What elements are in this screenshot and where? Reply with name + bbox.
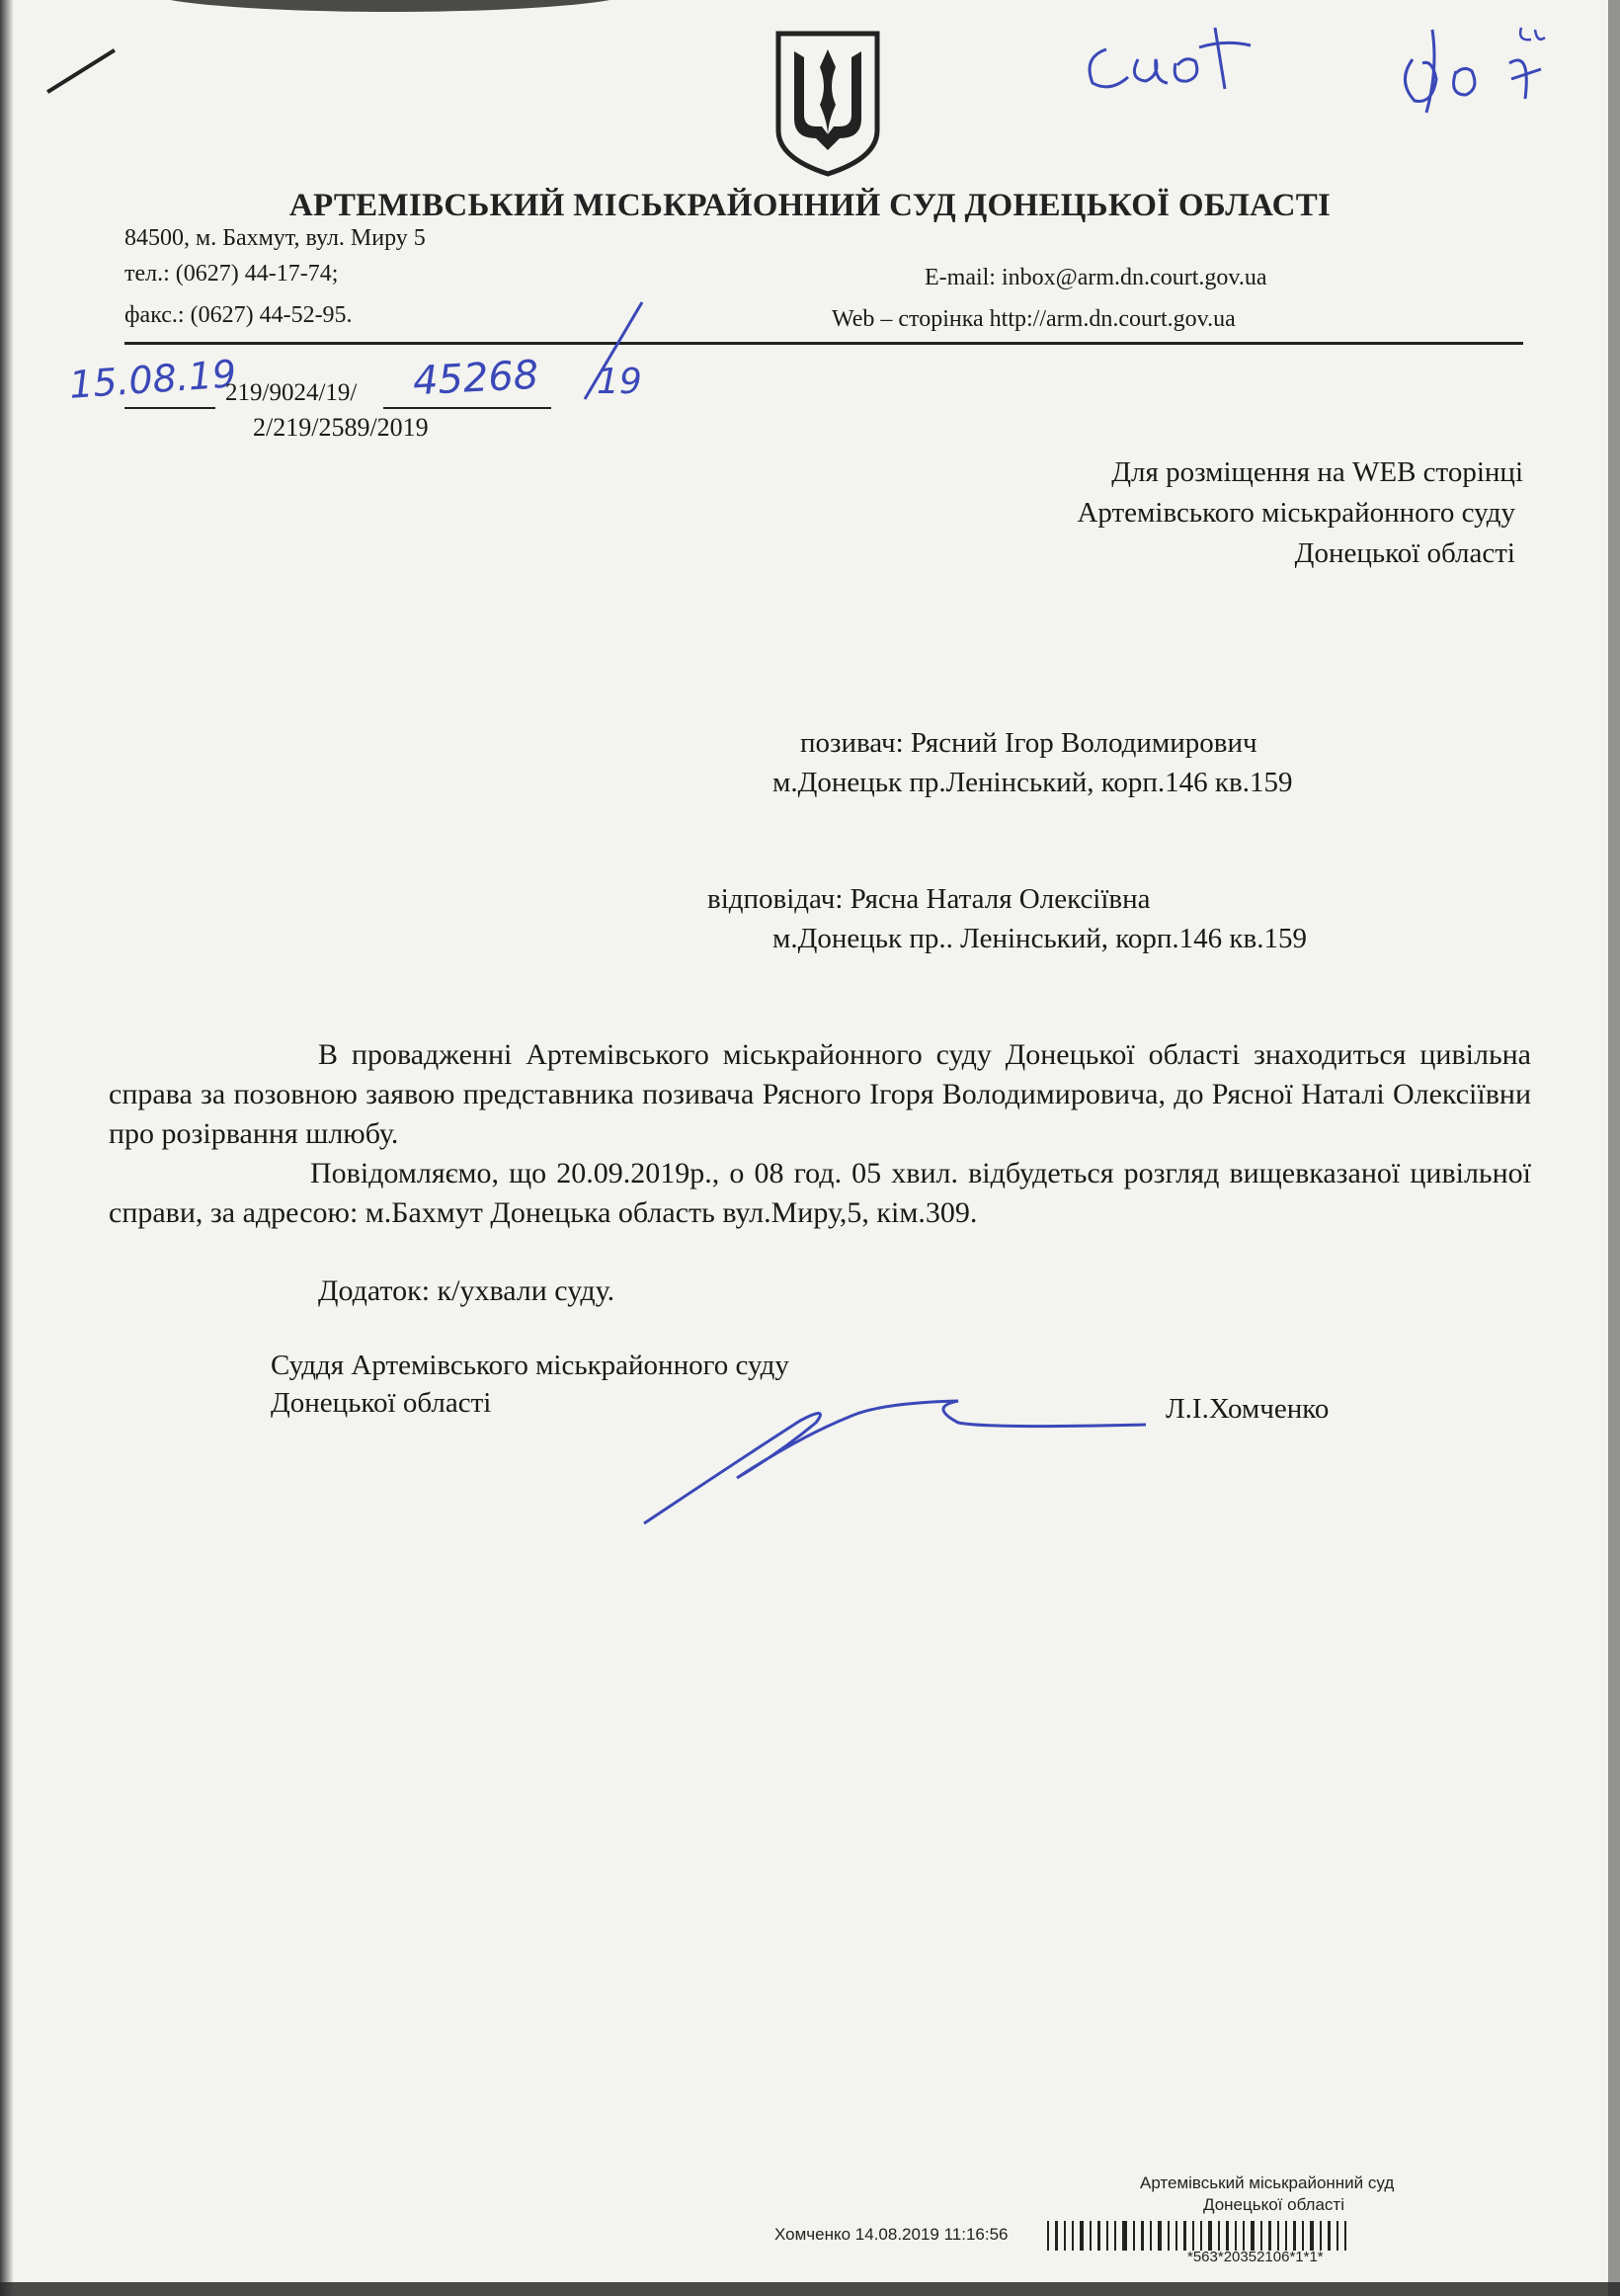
recipient-line-3: Донецької області xyxy=(1294,537,1515,569)
reference-number-prefix: 219/9024/19/ xyxy=(225,379,358,406)
court-fax: факс.: (0627) 44-52-95. xyxy=(124,302,353,328)
handwritten-site-label xyxy=(1087,2,1092,4)
court-email: E-mail: inbox@arm.dn.court.gov.ua xyxy=(925,265,1267,290)
reg-underline-right xyxy=(383,407,551,409)
recipient-line-2: Артемівського міськрайонного суду xyxy=(1077,497,1515,529)
body-paragraph-2 xyxy=(109,1154,1531,1233)
court-phone: тел.: (0627) 44-17-74; xyxy=(124,261,339,287)
judge-title-line-2: Донецької області xyxy=(271,1387,492,1419)
footer-author-time: Хомченко 14.08.2019 11:16:56 xyxy=(774,2225,1009,2244)
judge-title-line-1: Суддя Артемівського міськрайонного суду xyxy=(271,1350,789,1381)
defendant-name: відповідач: Рясна Наталя Олексіївна xyxy=(707,883,1151,915)
handwritten-do-label xyxy=(1403,2,1406,4)
body-paragraph-1 xyxy=(109,1035,1531,1154)
handwritten-mark-do xyxy=(1393,10,1590,128)
court-address: 84500, м. Бахмут, вул. Миру 5 xyxy=(124,225,426,251)
judge-signature-scribble xyxy=(632,1383,1166,1531)
handwritten-reg-suffix: 19 xyxy=(597,362,642,402)
header-divider xyxy=(124,342,1523,345)
judge-name: Л.І.Хомченко xyxy=(1166,1393,1330,1425)
body-paragraph-2-text: Повідомляємо, що 20.09.2019р., о 08 год. 05 хвил. відбудеться розгляд вищевказаної цивільної справи, за адресою: м.Бахмут Донецька область вул.Миру,5, кім.309. xyxy=(109,1157,1531,1229)
body-paragraph-1-text: В провадженні Артемівського міськрайонного суду Донецької області знаходиться цивільна справа за позовною заявою представника позивача Рясного Ігоря Володимировича, до Рясної Наталі Олексіївни про розірвання шлюбу. xyxy=(109,1038,1531,1150)
recipient-block xyxy=(1077,452,1523,574)
plaintiff-name: позивач: Рясний Ігор Володимирович xyxy=(800,727,1257,759)
reg-underline-left xyxy=(124,407,215,409)
court-name-heading: АРТЕМІВСЬКИЙ МІСЬКРАЙОННИЙ СУД ДОНЕЦЬКОЇ ОБЛАСТІ xyxy=(288,188,1332,223)
case-number: 2/219/2589/2019 xyxy=(253,413,429,442)
attachment-note: Додаток: к/ухвали суду. xyxy=(318,1274,615,1307)
footer-org-line-1: Артемівський міськрайонний суд xyxy=(1140,2173,1395,2192)
trident-emblem-icon xyxy=(772,28,883,178)
handwritten-note-site xyxy=(1077,20,1304,109)
handwritten-st-label xyxy=(1422,2,1424,4)
barcode-text: *563*20352106*1*1* xyxy=(1187,2249,1324,2265)
registration-barcode xyxy=(1047,2221,1521,2251)
handwritten-reg-date: 15.08.19 xyxy=(67,352,238,407)
court-website: Web – сторінка http://arm.dn.court.gov.ua xyxy=(832,306,1236,332)
recipient-line-1: Для розміщення на WEB сторінці xyxy=(1111,456,1523,488)
footer-org-line-2: Донецької області xyxy=(1203,2195,1344,2214)
defendant-address: м.Донецьк пр.. Ленінський, корп.146 кв.159 xyxy=(772,923,1307,954)
handwritten-reg-number: 45268 xyxy=(411,352,540,405)
plaintiff-address: м.Донецьк пр.Ленінський, корп.146 кв.159 xyxy=(772,767,1293,798)
